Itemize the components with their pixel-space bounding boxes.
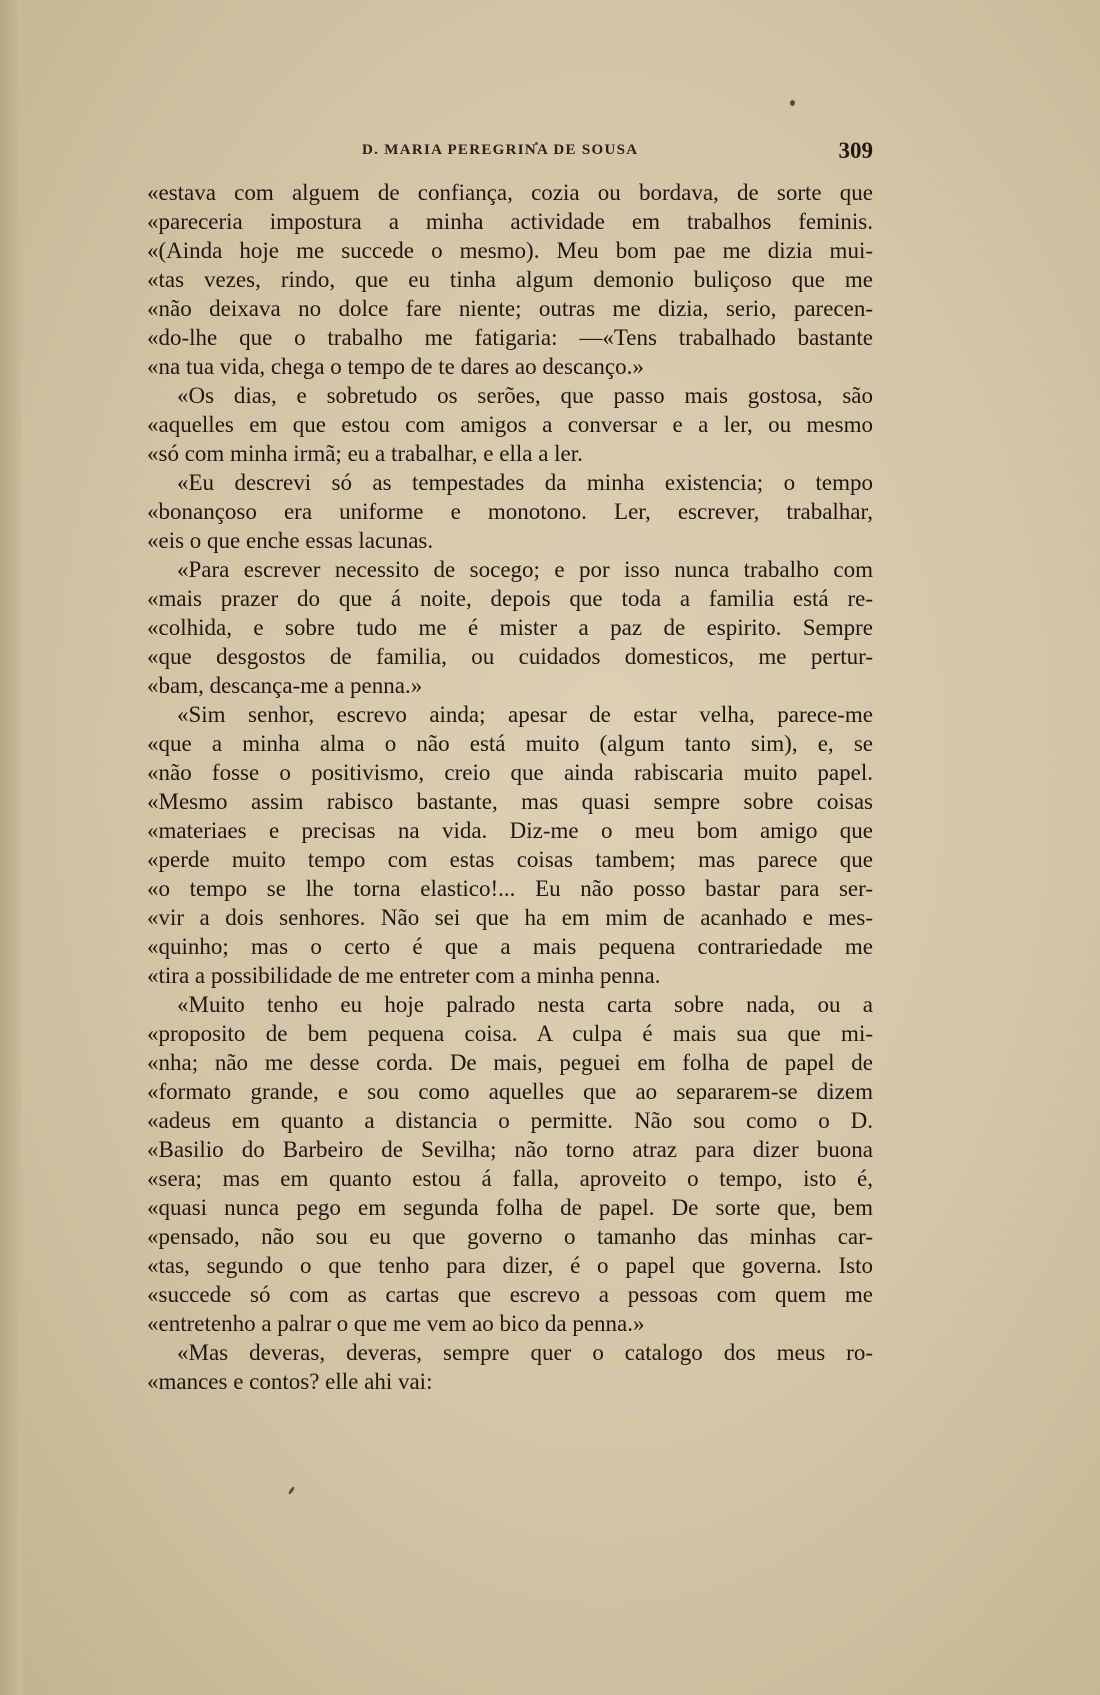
body-text [147,178,873,1396]
text-line: «que a minha alma o não está muito (algum tanto sim), e, se [147,731,873,756]
text-line: «eis o que enche essas lacunas. [147,528,434,553]
text-line: «Mesmo assim rabisco bastante, mas quasi sempre sobre coisas [147,789,873,814]
text-line: «só com minha irmã; eu a trabalhar, e ella a ler. [147,441,583,466]
text-line: «perde muito tempo com estas coisas tambem; mas parece que [147,847,873,872]
text-line: «sera; mas em quanto estou á falla, aproveito o tempo, isto é, [147,1166,873,1191]
text-line: «entretenho a palrar o que me vem ao bico da penna.» [147,1311,645,1336]
text-line: «quinho; mas o certo é que a mais pequena contrariedade me [147,934,873,959]
text-line: «mais prazer do que á noite, depois que toda a familia está re- [147,586,873,611]
text-line: «Os dias, e sobretudo os serões, que passo mais gostosa, são [177,383,873,408]
running-title: D. MARIA PEREGRINA DE SOUSA [362,142,639,158]
text-line: «tira a possibilidade de me entreter com a minha penna. [147,963,661,988]
text-line: «Mas deveras, deveras, sempre quer o catalogo dos meus ro- [177,1340,873,1365]
text-line: «bonançoso era uniforme e monotono. Ler, escrever, trabalhar, [147,499,873,524]
text-line: «vir a dois senhores. Não sei que ha em mim de acanhado e mes- [147,905,873,930]
text-line: «do-lhe que o trabalho me fatigaria: —«Tens trabalhado bastante [147,325,873,350]
text-line: «Para escrever necessito de socego; e por isso nunca trabalho com [177,557,873,582]
text-line: «o tempo se lhe torna elastico!... Eu não posso bastar para ser- [147,876,873,901]
text-line: «que desgostos de familia, ou cuidados domesticos, me pertur- [147,644,873,669]
text-line: «pareceria impostura a minha actividade em trabalhos feminis. [147,209,873,234]
text-line: «não deixava no dolce fare niente; outras me dizia, serio, parecen- [147,296,873,321]
paper-speck [288,1486,296,1495]
text-line: «formato grande, e sou como aquelles que ao separarem-se dizem [147,1079,873,1104]
text-line: «Muito tenho eu hoje palrado nesta carta sobre nada, ou a [177,992,873,1017]
text-line: «mances e contos? elle ahi vai: [147,1369,433,1394]
text-line: «(Ainda hoje me succede o mesmo). Meu bom pae me dizia mui- [147,238,873,263]
text-line: «Eu descrevi só as tempestades da minha existencia; o tempo [177,470,873,495]
text-line: «nha; não me desse corda. De mais, peguei em folha de papel de [147,1050,873,1075]
text-line: «materiaes e precisas na vida. Diz-me o meu bom amigo que [147,818,873,843]
text-line: «quasi nunca pego em segunda folha de papel. De sorte que, bem [147,1195,873,1220]
text-line: «proposito de bem pequena coisa. A culpa é mais sua que mi- [147,1021,873,1046]
text-line: «não fosse o positivismo, creio que ainda rabiscaria muito papel. [147,760,873,785]
text-line: «tas, segundo o que tenho para dizer, é o papel que governa. Isto [147,1253,873,1278]
text-line: «adeus em quanto a distancia o permitte. Não sou como o D. [147,1108,873,1133]
text-line: «succede só com as cartas que escrevo a pessoas com quem me [147,1282,873,1307]
paper-speck [790,100,795,106]
running-head [147,138,873,168]
text-line: «na tua vida, chega o tempo de te dares ao descanço.» [147,354,644,379]
text-line: «Basilio do Barbeiro de Sevilha; não torno atraz para dizer buona [147,1137,873,1162]
text-line: «pensado, não sou eu que governo o tamanho das minhas car- [147,1224,873,1249]
text-line: «bam, descança-me a penna.» [147,673,423,698]
text-line: «Sim senhor, escrevo ainda; apesar de estar velha, parece-me [177,702,873,727]
page-number: 309 [838,138,873,163]
text-line: «estava com alguem de confiança, cozia ou bordava, de sorte que [147,180,873,205]
text-line: «aquelles em que estou com amigos a conversar e a ler, ou mesmo [147,412,873,437]
page-gutter-shadow [0,0,22,1695]
text-line: «tas vezes, rindo, que eu tinha algum demonio buliçoso que me [147,267,873,292]
text-line: «colhida, e sobre tudo me é mister a paz de espirito. Sempre [147,615,873,640]
